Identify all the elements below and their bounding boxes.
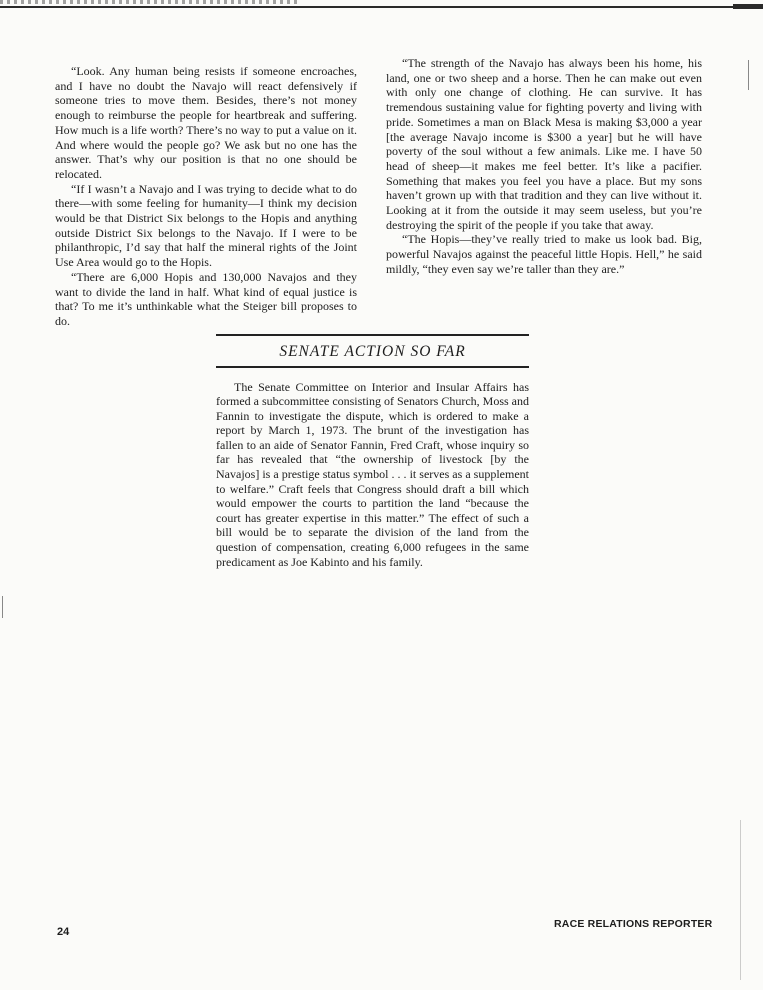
right-column bbox=[386, 56, 702, 277]
page-number: 24 bbox=[57, 926, 70, 938]
running-footer: RACE RELATIONS REPORTER bbox=[554, 918, 713, 930]
top-rule bbox=[0, 6, 763, 8]
body-paragraph: “Look. Any human being resists if someone encroaches, and I have no doubt the Navajo will react defensively if someone tries to move them. Besides, there’s not money enough to reimburse the people for heartbreak and suffering. How much is a life worth? There’s no way to put a value on it. And where would the people go? We ask but no one has the answer. That’s why our position is that no one should be relocated. bbox=[55, 64, 357, 181]
top-edge-dots bbox=[0, 0, 300, 4]
body-paragraph: “The Hopis—they’ve really tried to make us look bad. Big, powerful Navajos against the peaceful little Hopis. Hell,” he said mildly, “they even say we’re taller than they are.” bbox=[386, 232, 702, 276]
sidebar-title-rule bbox=[216, 366, 529, 368]
left-column bbox=[55, 64, 357, 329]
sidebar-title: SENATE ACTION SO FAR bbox=[279, 343, 466, 360]
scan-edge-mark bbox=[2, 596, 3, 618]
body-paragraph: “The strength of the Navajo has always been his home, his land, one or two sheep and a horse. Then he can make out even with only one change of clothing. He can survive. It has tremendous sustaining value for fighting poverty and living with pride. Sometimes a man on Black Mesa is making $3,000 a year [the average Navajo income is $300 a year] but he will have poverty of the soul without a few animals. Like me. I have 50 head of sheep—it makes me feel better. It’s like a pacifier. Something that makes you feel you have a place. But my sons haven’t grown up with that tradition and they can live without it. Looking at it from the outside it may seem useless, but you’re destroying the spirit of the people if you take that away. bbox=[386, 56, 702, 232]
sidebar-body bbox=[216, 380, 529, 570]
body-paragraph: “If I wasn’t a Navajo and I was trying to decide what to do there—with some feeling for humanity—I think my decision would be that District Six belongs to the Hopis and anything outside District Six belongs to the Navajo. If I were to be philanthropic, I’d say that half the mineral rights of the Joint Use Area would go to the Hopis. bbox=[55, 181, 357, 270]
sidebar-paragraph: The Senate Committee on Interior and Insular Affairs has formed a subcommittee consisting of Senators Church, Moss and Fannin to investigate the dispute, which is ordered to make a report by March 1, 1973. The brunt of the investigation has fallen to an aide of Senator Fannin, Fred Craft, whose inquiry so far has revealed that “the ownership of livestock [by the Navajos] is a prestige status symbol . . . it serves as a supplement to welfare.” Craft feels that Congress should draft a bill which would empower the courts to partition the land “because the court has greater expertise in this matter.” The effect of such a bill would be to separate the division of the land from the question of compensation, creating 6,000 refugees in the same predicament as Joe Kabinto and his family. bbox=[216, 379, 529, 569]
scan-edge-mark bbox=[740, 820, 741, 980]
sidebar-top-rule bbox=[216, 334, 529, 336]
body-paragraph: “There are 6,000 Hopis and 130,000 Navajos and they want to divide the land in half. What kind of equal justice is that? To me it’s unthinkable what the Steiger bill proposes to do. bbox=[55, 269, 357, 328]
sidebar-box bbox=[216, 334, 529, 569]
scan-edge-mark bbox=[748, 60, 749, 90]
